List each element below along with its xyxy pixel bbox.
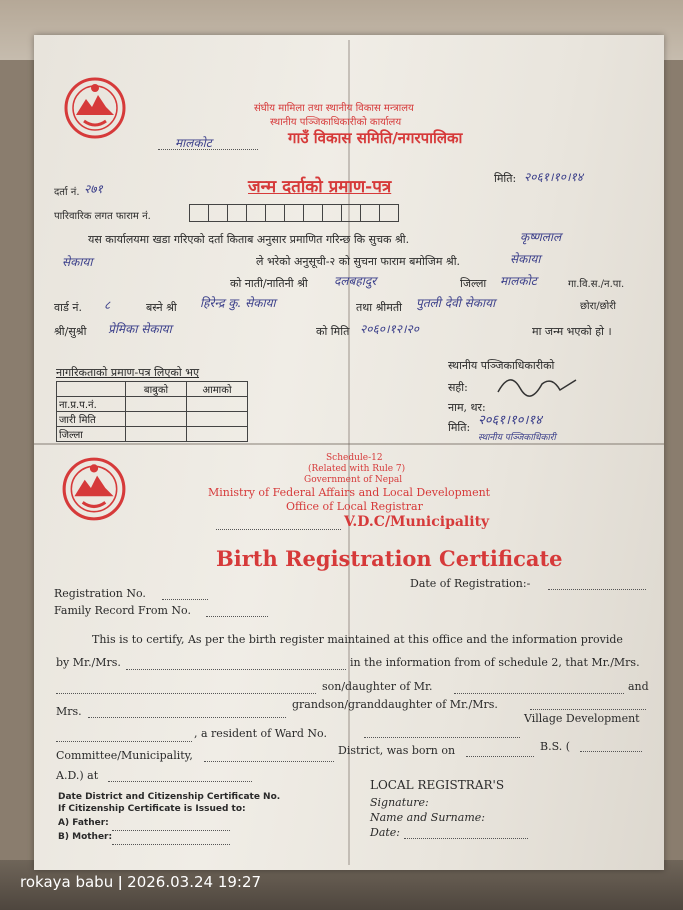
body-line3: को नाती/नातिनी श्री [230,277,308,290]
cit-col-mother: आमाको [187,382,248,397]
name-surname-label: Name and Surname: [370,811,485,824]
fold-line-horizontal [34,443,664,445]
date-reg-dots [548,588,646,590]
signature-scribble [490,366,580,402]
reg-date-value: २०६१।१०।१४ [478,413,542,428]
resident-label: बस्ने श्री [146,301,177,314]
line7-dots [108,780,252,782]
cert-line2a: by Mr./Mrs. [56,656,121,669]
father-dots [112,829,230,831]
reg-no-value: २७१ [84,182,103,196]
body-line2: ले भरेको अनुसूची-२ को सुचना फाराम बमोजिम श्री. [256,255,461,268]
mother-name: पुतली देवी सेकाया [416,296,496,310]
stamp-text: स्थानीय पञ्जिकाधिकारी [478,433,556,443]
vdc-dots [158,148,258,150]
date-value: २०६१।१०।१४ [524,170,584,184]
cert-line6a: Committee/Municipality, [56,749,193,762]
nepal-emblem-icon-bottom [60,455,128,523]
father-name: हिरेन्द्र कु. सेकाया [200,296,276,310]
vdc-municipality: V.D.C/Municipality [344,514,490,530]
cert-line4b: grandson/granddaughter of Mr./Mrs. [292,698,498,711]
date-registration: Date of Registration:- [410,577,531,590]
cit-row-number: ना.प्र.प.नं. [57,397,126,412]
line6b-dots [466,755,534,757]
reg-date-label: मिति: [448,421,471,434]
body-line1: यस कार्यालयमा खडा गरिएको दर्ता किताब अनुसार प्रमाणित गरिन्छ कि सुचक श्री. [88,233,410,246]
child-label: श्री/सुश्री [54,325,87,338]
nepali-title: जन्म दर्ताको प्रमाण-पत्र [248,177,392,197]
ward-label: वार्ड नं. [54,301,82,314]
citizenship-title: नागरिकताको प्रमाण-पत्र लिएको भए [56,366,200,379]
district-value: मालकोट [500,274,537,288]
ministry: Ministry of Federal Affairs and Local Development [208,486,491,499]
cert-line6c: B.S. ( [540,740,571,753]
father-field-label: A) Father: [58,818,109,828]
reg-no-dots [162,598,208,600]
cert-line5a: , a resident of Ward No. [194,727,327,740]
ward-value: ८ [104,298,111,312]
line6c-dots [580,750,642,752]
father-surname: सेकाया [510,252,541,266]
vdc-dots-en [216,528,341,530]
local-registrar: LOCAL REGISTRAR'S [370,778,505,792]
family-rec-dots [206,615,268,617]
cert-line3b: and [628,680,649,693]
date-label: मिति: [494,172,517,185]
informant-surname: सेकाया [62,255,93,269]
reg-no-label: दर्ता नं. [54,187,80,198]
date-label-en: Date: [370,826,401,839]
line5b-dots [364,736,520,738]
cit-col-father: बाबुको [126,382,187,397]
child-name: प्रेमिका सेकाया [108,322,172,336]
cert-line2b: in the information from of schedule 2, that Mr./Mrs. [350,656,640,669]
cert-line6b: District, was born on [338,744,456,757]
line2-dots [126,668,346,670]
mother-field-label: B) Mother: [58,832,113,842]
birth-date-value: २०६०।१२।२० [360,322,420,336]
family-record-label: पारिवारिक लगत फाराम नं. [54,211,151,222]
registrar-title: स्थानीय पञ्जिकाधिकारीको [448,359,555,372]
cert-line4a: Mrs. [56,705,82,718]
family-record-boxes [190,204,399,222]
mother-label: तथा श्रीमती [356,301,402,314]
name-label: नाम, थर: [448,401,486,414]
vdc-line: गाउँ विकास समिति/नगरपालिका [288,129,463,147]
cert-details-title: Date District and Citizenship Certificate No. [58,792,281,802]
vdc-name: मालकोट [175,136,212,150]
citizenship-table [56,381,248,442]
related-rule: (Related with Rule 7) [308,464,406,474]
mother-dots [112,843,230,845]
birth-tail: मा जन्म भएको हो । [532,325,612,338]
line5-dots [56,740,192,742]
cert-line7: A.D.) at [56,769,99,782]
informant: कृष्णलाल [520,230,562,244]
office-line2: स्थानीय पञ्जिकाधिकारीको कार्यालय [270,117,402,128]
office-line1: संघीय मामिला तथा स्थानीय विकास मन्त्रालय [254,103,414,114]
cert-line1: This is to certify, As per the birth register maintained at this office and the information provide [92,633,623,646]
cit-row-district: जिल्ला [57,427,126,442]
photo-watermark: rokaya babu ǀ 2026.03.24 19:27 [20,873,262,891]
line4-dots [88,716,286,718]
signature-label: Signature: [370,796,429,809]
grandfather: दलबहादुर [334,274,377,288]
registration-no: Registration No. [54,587,146,600]
office: Office of Local Registrar [286,500,423,513]
government: Government of Nepal [304,475,403,485]
cert-line3a: son/daughter of Mr. [322,680,433,693]
son-daughter: छोरा/छोरी [580,301,616,312]
line3-dots [56,692,316,694]
cit-row-date: जारी मिति [57,412,126,427]
line6-dots [204,760,334,762]
line4b-dots [530,708,646,710]
schedule: Schedule-12 [326,453,383,463]
district-label: जिल्ला [460,277,487,290]
line3b-dots [454,692,624,694]
cert-line5b: Village Development [524,712,640,725]
nepal-emblem-icon [62,75,128,141]
family-record-from: Family Record From No. [54,604,191,617]
cert-details-sub: If Citizenship Certificate is Issued to: [58,804,246,814]
english-title: Birth Registration Certificate [216,546,563,571]
vdc-suffix: गा.वि.स./न.पा. [568,279,625,290]
birth-date-label: को मिति [316,325,350,338]
date-en-dots [404,837,528,839]
sign-label: सही: [448,381,468,394]
